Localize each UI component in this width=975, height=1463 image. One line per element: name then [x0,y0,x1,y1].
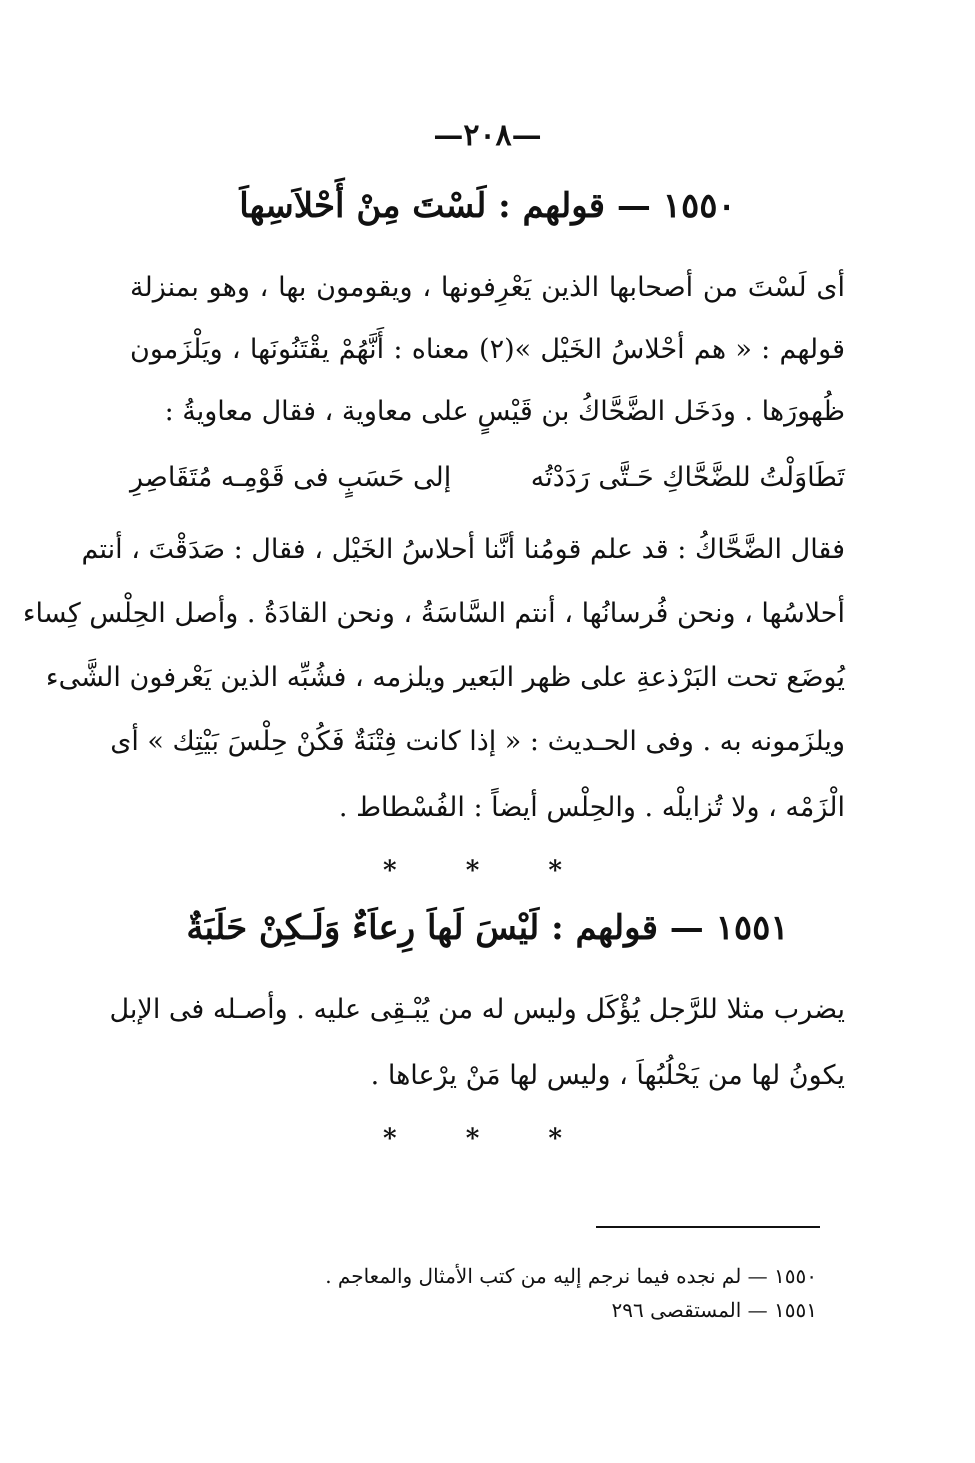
entry-1550-line-2: قولهم : « هم أحْلاسُ الخَيْل »(٢) معناه : أَنَّهُمْ يقْتَنُونَها ، ويَلْزَمون [130,334,845,365]
entry-1551-line-2: يكونُ لها من يَحْلُبُهاَ ، وليس لها مَنْ يرْعاها . [370,1060,845,1091]
entry-1550-line-5: أحلاسُها ، ونحن فُرسانُها ، أنتم السَّاسَةُ ، ونحن القادَةُ . وأصل الحِلْس كِساء [22,598,845,629]
verse-hemistich-2: إلى حَسَبٍ فى قَوْمِـه مُتَقَاصِرِ [130,462,452,493]
entry-1551-heading: ١٥٥١ — قولهم : لَيْسَ لَهاَ رِعاَءٌ وَلَـكِنْ حَلَبَةٌ [186,908,789,948]
page-number: —٢٠٨— [433,118,542,153]
entry-1550-heading: ١٥٥٠ — قولهم : لَسْتَ مِنْ أَحْلاَسِهاَ [239,186,736,226]
verse-hemistich-1: تَطَاوَلْتُ للضَّحَّاكِ حَـتَّى رَدَدْتُه [530,462,845,493]
entry-1550-line-3: ظُهورَها . ودَخَل الضَّحَّاكُ بن قَيْسٍ على معاوية ، فقال معاويةُ : [164,396,845,427]
footnote-1551: ١٥٥١ — المستقصى ٢٩٦ [611,1298,817,1322]
footnote-1550: ١٥٥٠ — لم نجده فيما نرجم إليه من كتب الأمثال والمعاجم . [325,1264,817,1288]
entry-1550-line-8: الْزَمْه ، ولا تُزايلْه . والحِلْس أيضاً : الفُسْطاط . [338,792,845,823]
entry-1550-line-6: يُوضَع تحت البَرْذعةِ على ظهر البَعير ويلزمه ، فشُبِّه الذين يَعْرفون الشَّىء [45,662,845,693]
entry-1550-line-1: أى لَسْتَ من أصحابها الذين يَعْرِفونها ، ويقومون بها ، وهو بمنزلة [130,272,845,303]
footnote-divider [596,1226,820,1228]
entry-1551-line-1: يضرب مثلا للرَّجل يُؤْكَل وليس له من يُبْـقِى عليه . وأصـله فى الإبل [109,994,845,1025]
section-separator-2: * * * [383,1124,592,1154]
entry-1550-line-4: فقال الضَّحَّاكُ : قد علم قومُنا أنَّنا أحلاسُ الخَيْل ، فقال : صَدَقْتَ ، أنتم [81,534,845,565]
section-separator: * * * [383,856,592,886]
poetry-verse [130,462,845,493]
entry-1550-line-7: ويلزَمونه به . وفى الحـديث : « إذا كانت فِتْنَةٌ فَكُنْ حِلْسَ بَيْتِك » أى [110,726,845,757]
